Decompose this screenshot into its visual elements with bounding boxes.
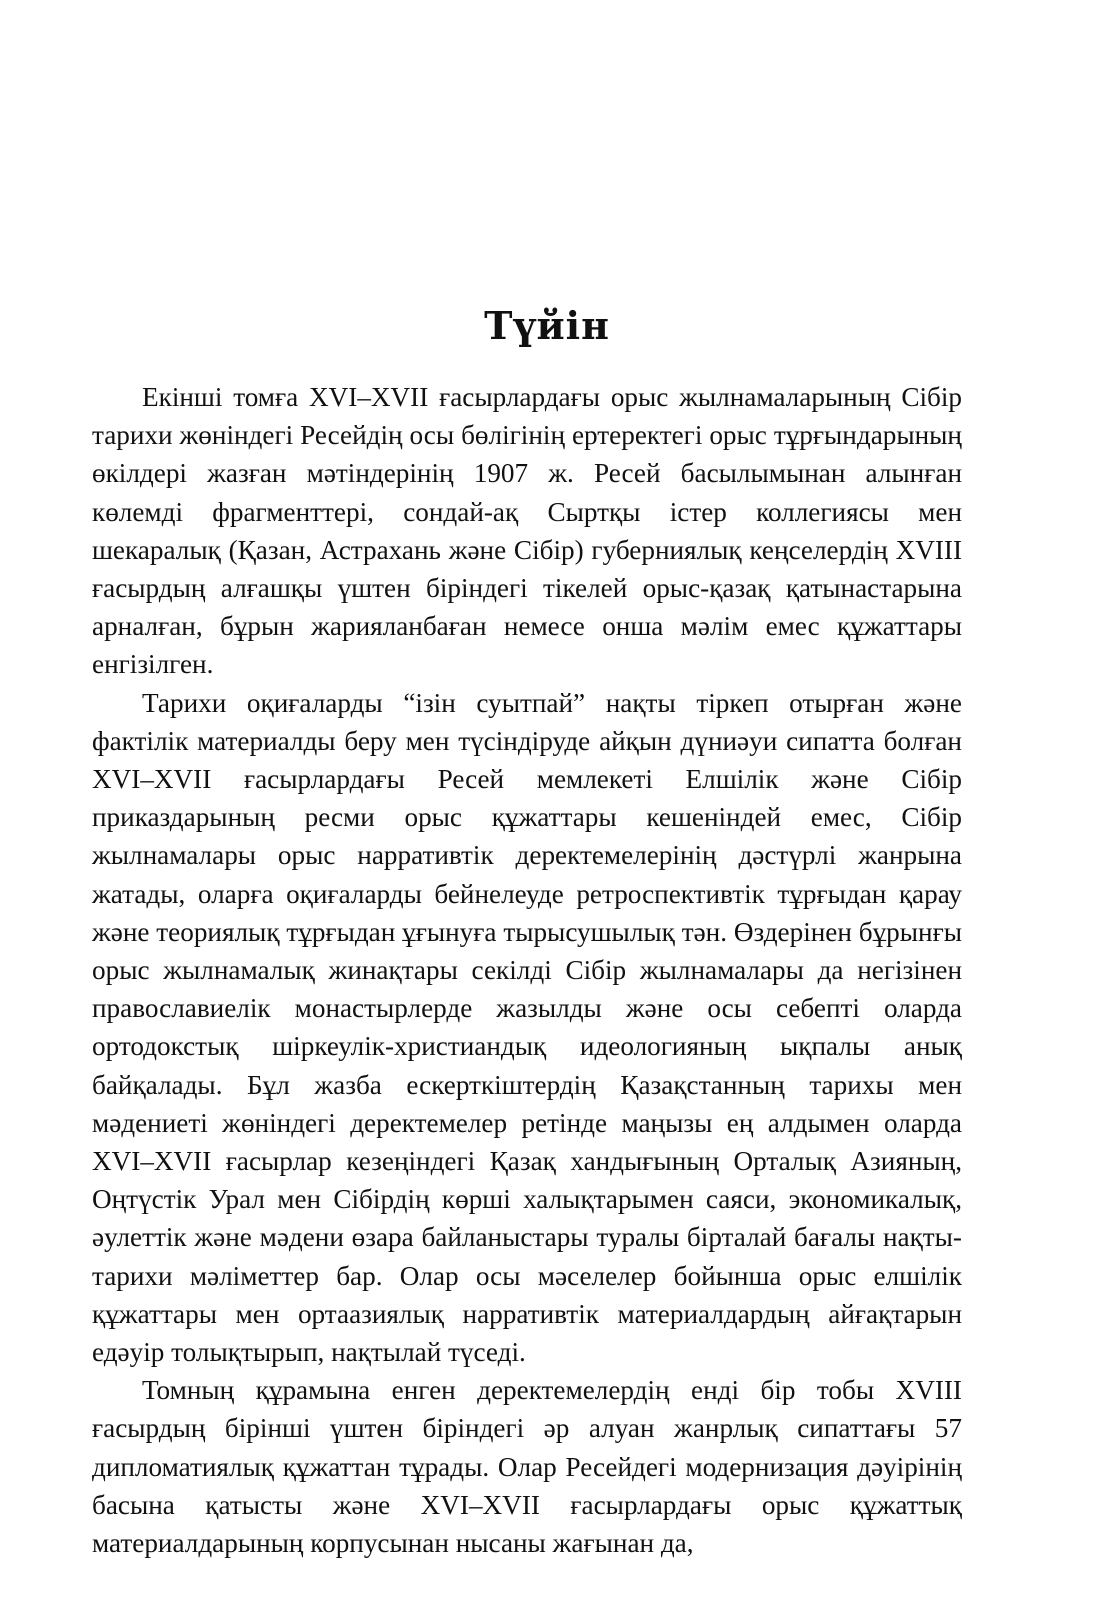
paragraph: Тарихи оқиғаларды “ізін суытпай” нақты тіркеп отырған және фактілік материалды беру мен түсіндіруде айқын дүниәуи сипатта болған XVI–XVII ғасырлардағы Ресей мемлекеті Елшілік және Сібір приказдарының ресми орыс құжаттары кешеніндей емес, Сібір жылнамалары орыс нарративтік деректемелерінің дәстүрлі жанрына жатады, оларға оқиғаларды бейнелеуде ретроспективтік тұрғыдан қарау және теориялық тұрғыдан ұғынуға тырысушылық тән. Өздерінен бұрынғы орыс жылнамалық жинақтары секілді Сібір жылнамалары да негізінен православиелік монастырлерде жазылды және осы себепті оларда ортодокстық шіркеулік-христиандық идеологияның ықпалы анық байқалады. Бұл жазба ескерткіштердің Қазақстанның тарихы мен мәдениеті жөніндегі деректемелер ретінде маңызы ең алдымен оларда XVI–XVII ғасырлар кезеңіндегі Қазақ хандығының Орталық Азияның, Оңтүстік Урал мен Сібірдің көрші халықтарымен саяси, экономикалық, әулеттік және мәдени өзара байланыстары туралы бірталай бағалы нақты-тарихи мәліметтер бар. Олар осы мәселелер бойынша орыс елшілік құжаттары мен ортаазиялық нарративтік материалдардың айғақтарын едәуір толықтырып, нақтылай түседі. [92,687,962,1368]
paragraph: Томның құрамына енген деректемелердің енді бір тобы XVIII ғасырдың бірінші үштен біріндегі әр алуан жанрлық сипаттағы 57 дипломатиялық құжаттан тұрады. Олар Ресейдегі модернизация дәуірінің басына қатысты және XVI–XVII ғасырлардағы орыс құжаттық материалдарының корпусынан нысаны жағынан да, [92,1375,962,1559]
body-text [92,378,962,1562]
paragraph: Екінші томға XVI–XVII ғасырлардағы орыс жылнамаларының Сібір тарихи жөніндегі Ресейдің осы бөлігінің ертеректегі орыс тұрғындарының өкілдері жазған мәтіндерінің 1907 ж. Ресей басылымынан алынған көлемді фрагменттері, сондай-ақ Сыртқы істер коллегиясы мен шекаралық (Қазан, Астрахань және Сібір) губерниялық кеңселердің XVIII ғасырдың алғашқы үштен біріндегі тікелей орыс-қазақ қатынастарына арналған, бұрын жарияланбаған немесе онша мәлім емес құжаттары енгізілген. [92,382,962,680]
page-title: Түйін [484,303,610,349]
